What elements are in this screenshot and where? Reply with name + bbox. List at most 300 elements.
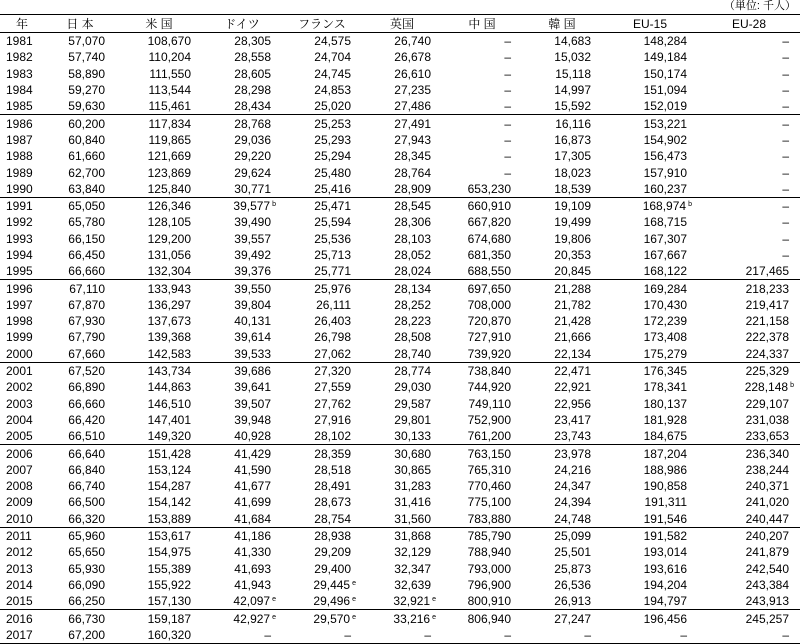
cell-germany bbox=[202, 610, 282, 627]
table-row bbox=[0, 98, 800, 115]
cell-eu28 bbox=[698, 280, 800, 297]
cell-value: 108,670 bbox=[147, 34, 191, 49]
cell-value: 187,204 bbox=[643, 446, 687, 461]
cell-value: 2016 bbox=[6, 611, 33, 626]
cell-value: – bbox=[782, 149, 789, 164]
cell-japan bbox=[44, 627, 116, 644]
cell-eu28 bbox=[698, 181, 800, 198]
cell-germany bbox=[202, 49, 282, 65]
cell-germany bbox=[202, 544, 282, 560]
cell-value: 28,306 bbox=[394, 215, 431, 230]
cell-korea bbox=[522, 263, 602, 280]
cell-value: – bbox=[782, 165, 789, 180]
cell-china bbox=[442, 214, 522, 230]
cell-value: 28,134 bbox=[394, 281, 431, 296]
cell-value: 191,546 bbox=[643, 511, 687, 526]
cell-value: 2001 bbox=[6, 364, 33, 379]
cell-value: 241,020 bbox=[745, 495, 789, 510]
cell-korea bbox=[522, 428, 602, 445]
cell-china bbox=[442, 197, 522, 214]
cell-value: 28,252 bbox=[394, 297, 431, 312]
cell-value: 1987 bbox=[6, 132, 33, 147]
header-usa: 米 国 bbox=[116, 15, 202, 33]
cell-value: 788,940 bbox=[467, 545, 511, 560]
cell-france bbox=[282, 98, 362, 115]
cell-value: 28,740 bbox=[394, 346, 431, 361]
cell-value: 25,020 bbox=[314, 99, 351, 114]
cell-value: 41,699 bbox=[234, 495, 271, 510]
cell-value: 1996 bbox=[6, 281, 33, 296]
cell-korea bbox=[522, 280, 602, 297]
cell-value: 41,943 bbox=[234, 577, 271, 592]
cell-value: 16,873 bbox=[554, 132, 591, 147]
cell-value: 221,158 bbox=[745, 314, 789, 329]
cell-value: 240,207 bbox=[745, 529, 789, 544]
cell-value: 61,660 bbox=[68, 149, 105, 164]
cell-value: 40,928 bbox=[234, 429, 271, 444]
cell-value: 1985 bbox=[6, 99, 33, 114]
cell-value: 25,771 bbox=[314, 264, 351, 279]
cell-value: 160,237 bbox=[643, 181, 687, 196]
cell-japan bbox=[44, 313, 116, 329]
cell-japan bbox=[44, 610, 116, 627]
cell-eu28 bbox=[698, 362, 800, 379]
cell-value: 1986 bbox=[6, 116, 33, 131]
cell-value: 168,974 bbox=[642, 199, 687, 214]
cell-value: 2007 bbox=[6, 462, 33, 477]
cell-usa bbox=[116, 115, 202, 132]
cell-eu15 bbox=[602, 627, 698, 644]
cell-germany bbox=[202, 511, 282, 528]
cell-value: 39,686 bbox=[234, 364, 271, 379]
cell-value: – bbox=[782, 99, 789, 114]
cell-france bbox=[282, 66, 362, 82]
cell-value: 26,678 bbox=[394, 50, 431, 65]
cell-value: 2000 bbox=[6, 346, 33, 361]
cell-value: 149,320 bbox=[147, 429, 191, 444]
cell-eu15 bbox=[602, 362, 698, 379]
cell-japan bbox=[44, 494, 116, 510]
cell-value: 26,536 bbox=[554, 577, 591, 592]
cell-eu28 bbox=[698, 82, 800, 98]
cell-value: 667,820 bbox=[467, 215, 511, 230]
cell-value: 126,346 bbox=[147, 199, 191, 214]
cell-usa bbox=[116, 511, 202, 528]
cell-usa bbox=[116, 329, 202, 345]
footnote-marker: e bbox=[352, 579, 356, 587]
cell-value: 29,587 bbox=[394, 396, 431, 411]
cell-value: 66,250 bbox=[68, 594, 105, 609]
cell-france bbox=[282, 197, 362, 214]
footnote-marker: e bbox=[352, 596, 356, 604]
cell-uk bbox=[362, 544, 442, 560]
cell-japan bbox=[44, 577, 116, 593]
cell-japan bbox=[44, 297, 116, 313]
cell-china bbox=[442, 610, 522, 627]
cell-value: 25,480 bbox=[314, 165, 351, 180]
cell-eu28 bbox=[698, 164, 800, 180]
cell-value: 222,378 bbox=[745, 330, 789, 345]
cell-value: 16,116 bbox=[555, 116, 591, 131]
cell-eu28 bbox=[698, 396, 800, 412]
table-row bbox=[0, 132, 800, 148]
cell-value: 62,700 bbox=[68, 165, 105, 180]
cell-value: 142,583 bbox=[147, 346, 191, 361]
cell-china bbox=[442, 263, 522, 280]
cell-value: 219,417 bbox=[745, 297, 789, 312]
cell-value: 800,910 bbox=[467, 594, 511, 609]
cell-value: 24,745 bbox=[314, 66, 351, 81]
cell-value: – bbox=[504, 34, 511, 49]
cell-value: 25,293 bbox=[314, 132, 351, 147]
cell-value: 1990 bbox=[6, 181, 33, 196]
cell-value: 2005 bbox=[6, 429, 33, 444]
cell-value: – bbox=[504, 83, 511, 98]
cell-value: 154,902 bbox=[643, 132, 687, 147]
cell-value: 28,768 bbox=[234, 116, 271, 131]
cell-germany bbox=[202, 561, 282, 577]
table-row bbox=[0, 462, 800, 478]
cell-year bbox=[0, 297, 44, 313]
cell-germany bbox=[202, 263, 282, 280]
cell-value: 155,389 bbox=[147, 561, 191, 576]
cell-korea bbox=[522, 610, 602, 627]
cell-value: 40,131 bbox=[234, 314, 271, 329]
cell-value: 2010 bbox=[6, 511, 33, 526]
cell-value: 29,801 bbox=[394, 412, 431, 427]
cell-eu28 bbox=[698, 379, 800, 395]
unit-note: （単位: 千人） bbox=[723, 0, 796, 12]
cell-usa bbox=[116, 49, 202, 65]
cell-value: 15,118 bbox=[555, 66, 591, 81]
cell-germany bbox=[202, 428, 282, 445]
cell-value: 23,743 bbox=[554, 429, 591, 444]
cell-value: 785,790 bbox=[467, 529, 511, 544]
cell-value: 65,780 bbox=[68, 215, 105, 230]
cell-uk bbox=[362, 297, 442, 313]
cell-eu28 bbox=[698, 610, 800, 627]
cell-uk bbox=[362, 593, 442, 610]
cell-china bbox=[442, 280, 522, 297]
cell-eu28 bbox=[698, 148, 800, 164]
cell-value: 136,297 bbox=[147, 297, 191, 312]
cell-value: 173,408 bbox=[643, 330, 687, 345]
cell-value: 25,594 bbox=[314, 215, 351, 230]
cell-uk bbox=[362, 478, 442, 494]
cell-france bbox=[282, 396, 362, 412]
cell-value: 39,533 bbox=[234, 346, 271, 361]
cell-year bbox=[0, 313, 44, 329]
cell-value: – bbox=[584, 627, 591, 642]
cell-uk bbox=[362, 379, 442, 395]
cell-eu15 bbox=[602, 164, 698, 180]
cell-value: – bbox=[344, 627, 351, 642]
cell-value: 190,858 bbox=[643, 479, 687, 494]
cell-uk bbox=[362, 164, 442, 180]
cell-eu15 bbox=[602, 445, 698, 462]
cell-france bbox=[282, 231, 362, 247]
cell-value: 150,174 bbox=[643, 66, 687, 81]
cell-value: 28,764 bbox=[394, 165, 431, 180]
cell-korea bbox=[522, 66, 602, 82]
cell-japan bbox=[44, 280, 116, 297]
cell-value: 24,575 bbox=[314, 34, 351, 49]
cell-france bbox=[282, 49, 362, 65]
cell-value: 39,614 bbox=[234, 330, 271, 345]
cell-value: 739,920 bbox=[467, 346, 511, 361]
cell-uk bbox=[362, 329, 442, 345]
cell-value: 66,090 bbox=[68, 577, 105, 592]
cell-value: 65,930 bbox=[68, 561, 105, 576]
cell-value: 41,677 bbox=[234, 479, 271, 494]
cell-korea bbox=[522, 197, 602, 214]
cell-china bbox=[442, 33, 522, 50]
table-row bbox=[0, 313, 800, 329]
cell-usa bbox=[116, 396, 202, 412]
cell-korea bbox=[522, 164, 602, 180]
cell-germany bbox=[202, 527, 282, 544]
table-row bbox=[0, 396, 800, 412]
cell-japan bbox=[44, 214, 116, 230]
cell-year bbox=[0, 280, 44, 297]
cell-uk bbox=[362, 231, 442, 247]
cell-korea bbox=[522, 627, 602, 644]
cell-value: 727,910 bbox=[467, 330, 511, 345]
cell-eu28 bbox=[698, 247, 800, 263]
cell-eu15 bbox=[602, 247, 698, 263]
cell-value: 115,461 bbox=[148, 99, 191, 114]
cell-eu28 bbox=[698, 66, 800, 82]
cell-japan bbox=[44, 428, 116, 445]
cell-value: 66,320 bbox=[68, 511, 105, 526]
cell-eu28 bbox=[698, 561, 800, 577]
cell-eu28 bbox=[698, 445, 800, 462]
cell-value: – bbox=[504, 116, 511, 131]
cell-value: 18,023 bbox=[554, 165, 591, 180]
cell-value: 29,570 bbox=[313, 611, 351, 626]
table-row bbox=[0, 412, 800, 428]
cell-value: 167,307 bbox=[643, 231, 687, 246]
cell-year bbox=[0, 132, 44, 148]
cell-year bbox=[0, 445, 44, 462]
cell-france bbox=[282, 412, 362, 428]
cell-value: 66,510 bbox=[68, 429, 105, 444]
cell-value: – bbox=[782, 83, 789, 98]
cell-value: 218,233 bbox=[745, 281, 789, 296]
cell-year bbox=[0, 527, 44, 544]
table-row bbox=[0, 610, 800, 627]
cell-france bbox=[282, 346, 362, 363]
cell-value: 137,673 bbox=[147, 314, 191, 329]
cell-japan bbox=[44, 132, 116, 148]
cell-eu28 bbox=[698, 297, 800, 313]
cell-value: 233,653 bbox=[745, 429, 789, 444]
cell-france bbox=[282, 33, 362, 50]
cell-korea bbox=[522, 445, 602, 462]
cell-japan bbox=[44, 346, 116, 363]
cell-japan bbox=[44, 148, 116, 164]
cell-france bbox=[282, 164, 362, 180]
cell-uk bbox=[362, 280, 442, 297]
cell-value: 242,540 bbox=[745, 561, 789, 576]
table-row bbox=[0, 263, 800, 280]
cell-value: 21,288 bbox=[554, 281, 591, 296]
cell-eu15 bbox=[602, 263, 698, 280]
cell-value: 153,889 bbox=[147, 511, 191, 526]
cell-value: 151,094 bbox=[643, 83, 687, 98]
table-row bbox=[0, 329, 800, 345]
cell-uk bbox=[362, 247, 442, 263]
cell-uk bbox=[362, 82, 442, 98]
cell-germany bbox=[202, 164, 282, 180]
cell-value: 674,680 bbox=[467, 231, 511, 246]
cell-eu15 bbox=[602, 297, 698, 313]
table-row bbox=[0, 379, 800, 395]
cell-value: 168,122 bbox=[643, 264, 687, 279]
cell-germany bbox=[202, 231, 282, 247]
cell-usa bbox=[116, 593, 202, 610]
cell-value: 2004 bbox=[6, 412, 33, 427]
cell-korea bbox=[522, 527, 602, 544]
header-row bbox=[0, 15, 800, 33]
cell-france bbox=[282, 494, 362, 510]
footnote-marker: e bbox=[432, 613, 436, 621]
cell-usa bbox=[116, 98, 202, 115]
cell-china bbox=[442, 247, 522, 263]
cell-eu28 bbox=[698, 49, 800, 65]
cell-value: 31,560 bbox=[394, 511, 431, 526]
cell-value: 125,840 bbox=[147, 181, 191, 196]
cell-france bbox=[282, 593, 362, 610]
cell-value: 1997 bbox=[6, 297, 33, 312]
footnote-marker: b bbox=[790, 382, 794, 390]
cell-year bbox=[0, 462, 44, 478]
cell-japan bbox=[44, 329, 116, 345]
cell-japan bbox=[44, 49, 116, 65]
cell-value: 19,109 bbox=[554, 199, 591, 214]
header-china: 中 国 bbox=[442, 15, 522, 33]
cell-france bbox=[282, 82, 362, 98]
table-row bbox=[0, 164, 800, 180]
cell-eu15 bbox=[602, 544, 698, 560]
cell-china bbox=[442, 231, 522, 247]
cell-value: 63,840 bbox=[68, 181, 105, 196]
cell-value: 224,337 bbox=[745, 346, 789, 361]
cell-eu28 bbox=[698, 527, 800, 544]
cell-value: 59,630 bbox=[68, 99, 105, 114]
cell-year bbox=[0, 379, 44, 395]
cell-value: 229,107 bbox=[745, 396, 789, 411]
cell-eu15 bbox=[602, 197, 698, 214]
cell-value: 2003 bbox=[6, 396, 33, 411]
cell-china bbox=[442, 494, 522, 510]
cell-korea bbox=[522, 115, 602, 132]
cell-france bbox=[282, 462, 362, 478]
cell-eu28 bbox=[698, 231, 800, 247]
cell-uk bbox=[362, 33, 442, 50]
cell-eu15 bbox=[602, 346, 698, 363]
cell-eu28 bbox=[698, 494, 800, 510]
cell-uk bbox=[362, 561, 442, 577]
cell-year bbox=[0, 561, 44, 577]
cell-eu15 bbox=[602, 462, 698, 478]
cell-usa bbox=[116, 478, 202, 494]
cell-eu15 bbox=[602, 49, 698, 65]
footnote-marker: b bbox=[272, 201, 276, 209]
cell-year bbox=[0, 82, 44, 98]
cell-china bbox=[442, 148, 522, 164]
cell-france bbox=[282, 115, 362, 132]
cell-year bbox=[0, 577, 44, 593]
cell-value: 41,590 bbox=[234, 462, 271, 477]
cell-value: – bbox=[782, 231, 789, 246]
cell-eu28 bbox=[698, 412, 800, 428]
cell-value: 24,704 bbox=[314, 50, 351, 65]
cell-japan bbox=[44, 362, 116, 379]
cell-value: 66,660 bbox=[68, 264, 105, 279]
cell-value: 228,148 bbox=[744, 380, 789, 395]
cell-usa bbox=[116, 527, 202, 544]
cell-value: 39,557 bbox=[234, 231, 271, 246]
cell-usa bbox=[116, 82, 202, 98]
cell-value: 1999 bbox=[6, 330, 33, 345]
cell-value: 65,960 bbox=[68, 529, 105, 544]
cell-usa bbox=[116, 164, 202, 180]
cell-value: 27,943 bbox=[394, 132, 431, 147]
cell-japan bbox=[44, 544, 116, 560]
table-row bbox=[0, 346, 800, 363]
cell-value: 41,693 bbox=[234, 561, 271, 576]
cell-uk bbox=[362, 577, 442, 593]
cell-value: – bbox=[424, 627, 431, 642]
cell-year bbox=[0, 362, 44, 379]
cell-eu15 bbox=[602, 148, 698, 164]
cell-eu28 bbox=[698, 98, 800, 115]
cell-uk bbox=[362, 49, 442, 65]
cell-japan bbox=[44, 231, 116, 247]
cell-value: 30,680 bbox=[394, 446, 431, 461]
cell-value: 39,577 bbox=[233, 199, 271, 214]
cell-germany bbox=[202, 478, 282, 494]
table-row bbox=[0, 511, 800, 528]
cell-value: 688,550 bbox=[467, 264, 511, 279]
cell-uk bbox=[362, 132, 442, 148]
cell-usa bbox=[116, 494, 202, 510]
cell-china bbox=[442, 462, 522, 478]
cell-value: 39,376 bbox=[234, 264, 271, 279]
cell-value: 123,869 bbox=[147, 165, 191, 180]
cell-uk bbox=[362, 66, 442, 82]
cell-uk bbox=[362, 445, 442, 462]
cell-uk bbox=[362, 396, 442, 412]
cell-usa bbox=[116, 214, 202, 230]
cell-japan bbox=[44, 164, 116, 180]
cell-korea bbox=[522, 33, 602, 50]
header-uk: 英国 bbox=[362, 15, 442, 33]
cell-usa bbox=[116, 297, 202, 313]
table-row bbox=[0, 428, 800, 445]
cell-year bbox=[0, 164, 44, 180]
cell-usa bbox=[116, 412, 202, 428]
cell-germany bbox=[202, 280, 282, 297]
cell-value: 28,052 bbox=[394, 248, 431, 262]
cell-value: 168,715 bbox=[643, 215, 687, 230]
cell-value: 27,916 bbox=[314, 412, 351, 427]
cell-value: 27,762 bbox=[314, 396, 351, 411]
cell-uk bbox=[362, 197, 442, 214]
footnote-marker: e bbox=[272, 613, 276, 621]
cell-value: 1983 bbox=[6, 66, 33, 81]
